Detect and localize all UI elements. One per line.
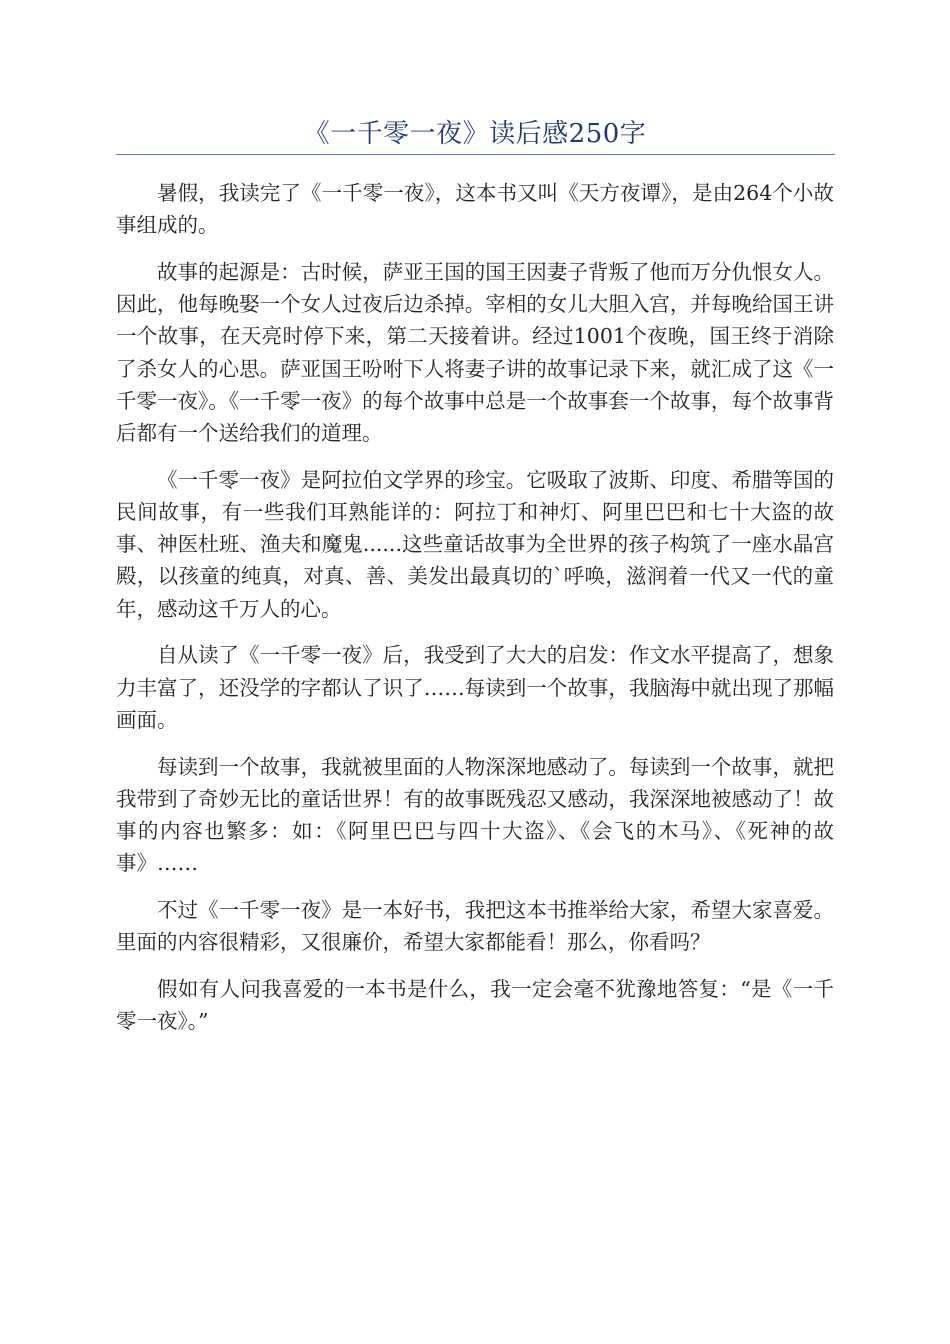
paragraph-5: 每读到一个故事，我就被里面的人物深深地感动了。每读到一个故事，就把我带到了奇妙无比的童话世界！有的故事既残忍又感动，我深深地被感动了！故事的内容也繁多：如：《阿里巴巴与四十大盗》、《会飞的木马》、《死神的故事》……: [116, 754, 834, 876]
document-title: 《一千零一夜》读后感250字: [303, 119, 647, 149]
paragraph-1: 暑假，我读完了《一千零一夜》，这本书又叫《天方夜谭》，是由264个小故事组成的。: [116, 181, 834, 238]
paragraph-2: 故事的起源是：古时候，萨亚王国的国王因妻子背叛了他而万分仇恨女人。因此，他每晚娶一个女人过夜后边杀掉。宰相的女儿大胆入宫，并每晚给国王讲一个故事，在天亮时停下来，第二天接着讲。经过1001个夜晚，国王终于消除了杀女人的心思。萨亚国王吩咐下人将妻子讲的故事记录下来，就汇成了这《一千零一夜》。《一千零一夜》的每个故事中总是一个故事套一个故事，每个故事背后都有一个送给我们的道理。: [116, 260, 834, 446]
paragraph-7: 假如有人问我喜爱的一本书是什么，我一定会毫不犹豫地答复：“是《一千零一夜》。”: [116, 977, 834, 1034]
document-body: [116, 177, 834, 1052]
paragraph-6: 不过《一千零一夜》是一本好书，我把这本书推举给大家，希望大家喜爱。里面的内容很精彩，又很廉价，希望大家都能看！那么，你看吗？: [116, 898, 834, 955]
paragraph-3: 《一千零一夜》是阿拉伯文学界的珍宝。它吸取了波斯、印度、希腊等国的民间故事，有一些我们耳熟能详的：阿拉丁和神灯、阿里巴巴和七十大盗的故事、神医杜班、渔夫和魔鬼......这些童话故事为全世界的孩子构筑了一座水晶宫殿，以孩童的纯真，对真、善、美发出最真切的`呼唤，滋润着一代又一代的童年，感动这千万人的心。: [116, 467, 834, 621]
title-underline: [116, 154, 835, 155]
paragraph-4: 自从读了《一千零一夜》后，我受到了大大的启发：作文水平提高了，想象力丰富了，还没学的字都认了识了……每读到一个故事，我脑海中就出现了那幅画面。: [116, 643, 834, 732]
